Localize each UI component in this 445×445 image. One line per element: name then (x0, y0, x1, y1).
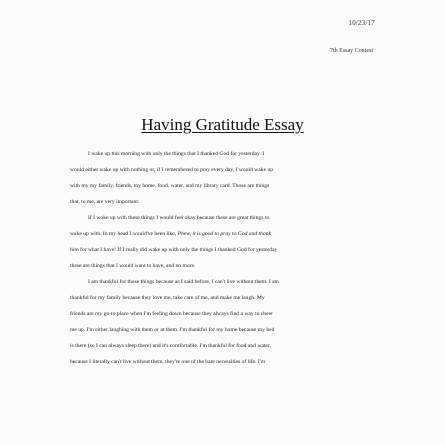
essay-italic-text: Phew, it is good to pray to God and thank (177, 231, 272, 237)
essay-line: these are things that I would want to have, and no more. (70, 263, 196, 269)
essay-line: that, to me, are very important. (70, 199, 140, 205)
essay-line: If I woke up with these things I would feel okay because these are great things to (88, 215, 270, 221)
essay-text: wake up with. In my head I would've been like, (70, 231, 177, 237)
essay-line: friends are my go-to place when I'm feeling down because they always find a way to cheer (70, 311, 273, 317)
essay-line (70, 226, 438, 242)
header-date: 10/23/17 (348, 19, 375, 27)
essay-line: me up. I'm either laughing with them or at them. I'm thankful for my home because my bed (70, 327, 275, 333)
header-subtitle: 7th Essay Contest (330, 48, 373, 54)
essay-line: I wake up this morning with only the things that I thanked God for yesterday. I (88, 151, 265, 157)
essay-line: I am thankful for those things because as I said before, I can't live without them. I am (88, 279, 279, 285)
essay-line: is there (so I can always sleep there) and it's comfortable. I'm thankful for food and water, (70, 343, 271, 349)
essay-line: would either wake up with nothing or, if I remembered to pray every day, I would wake up (70, 167, 274, 173)
essay-line: because I literally can't live without them, they're one of the bare necessities of life. I'm (70, 359, 266, 365)
essay-line: with my my family, friends, my home, food, water, and my library card. Those are things (70, 183, 270, 189)
essay-line: thankful for my family because they love me, take care of me, and make me laugh. My (70, 295, 265, 301)
essay-line: him for what I have! If I really did wake up with only the things I thanked God for yesterday (70, 247, 278, 253)
essay-body (70, 146, 438, 370)
essay-title: Having Gratitude Essay (141, 115, 304, 134)
